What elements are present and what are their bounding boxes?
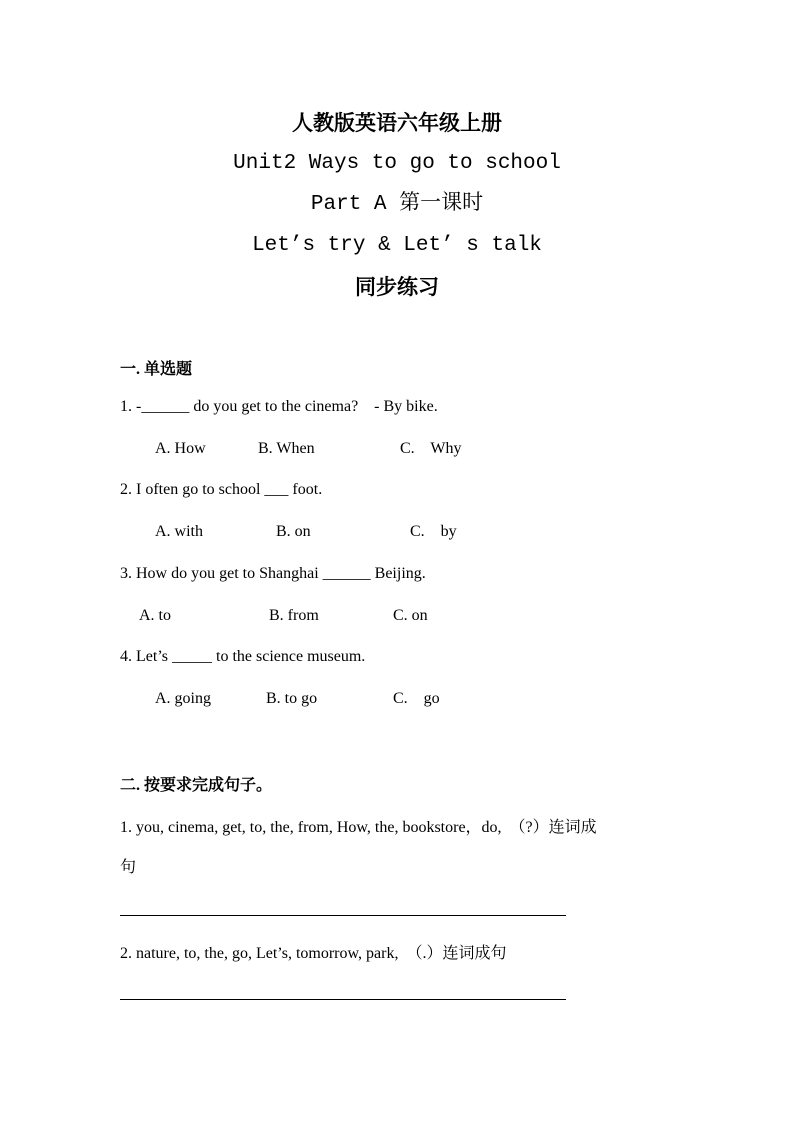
task-2-answer-line [120,999,566,1000]
question-3-option-c: C. on [393,607,428,624]
question-2-option-a: A. with [155,523,203,540]
lesson-title: Let’s try & Let’ s talk [252,234,542,257]
question-4-option-a: A. going [155,690,211,707]
question-1-option-a: A. How [155,440,206,457]
task-1-text-continued: 句 [120,859,137,876]
question-4-option-b: B. to go [266,690,318,707]
question-3-option-b: B. from [269,607,319,624]
question-3-stem: 3. How do you get to Shanghai ______ Beijing. [120,565,426,582]
question-2-option-b: B. on [276,523,311,540]
exercise-title: 同步练习 [355,274,439,299]
section-1-title: 一. 单选题 [120,361,193,378]
textbook-title: 人教版英语六年级上册 [292,110,502,135]
title-block [0,102,794,307]
part-title: Part A 第一课时 [310,193,484,216]
unit-title: Unit2 Ways to go to school [233,152,561,175]
task-1-text: 1. you, cinema, get, to, the, from, How, the, bookstore，do, （?）连词成 [120,819,597,836]
question-4-stem: 4. Let’s _____ to the science museum. [120,648,366,665]
task-2-text: 2. nature, to, the, go, Let’s, tomorrow, park, （.）连词成句 [120,945,507,962]
question-2-stem: 2. I often go to school ___ foot. [120,481,323,498]
question-1-stem: 1. -______ do you get to the cinema? - By bike. [120,398,438,415]
task-1-answer-line [120,915,566,916]
question-2-option-c: C. by [410,523,457,540]
question-3-option-a: A. to [139,607,171,624]
question-4-option-c: C. go [393,690,440,707]
question-1-option-b: B. When [258,440,315,457]
section-2-title: 二. 按要求完成句子。 [120,777,273,794]
question-1-option-c: C. Why [400,440,462,457]
